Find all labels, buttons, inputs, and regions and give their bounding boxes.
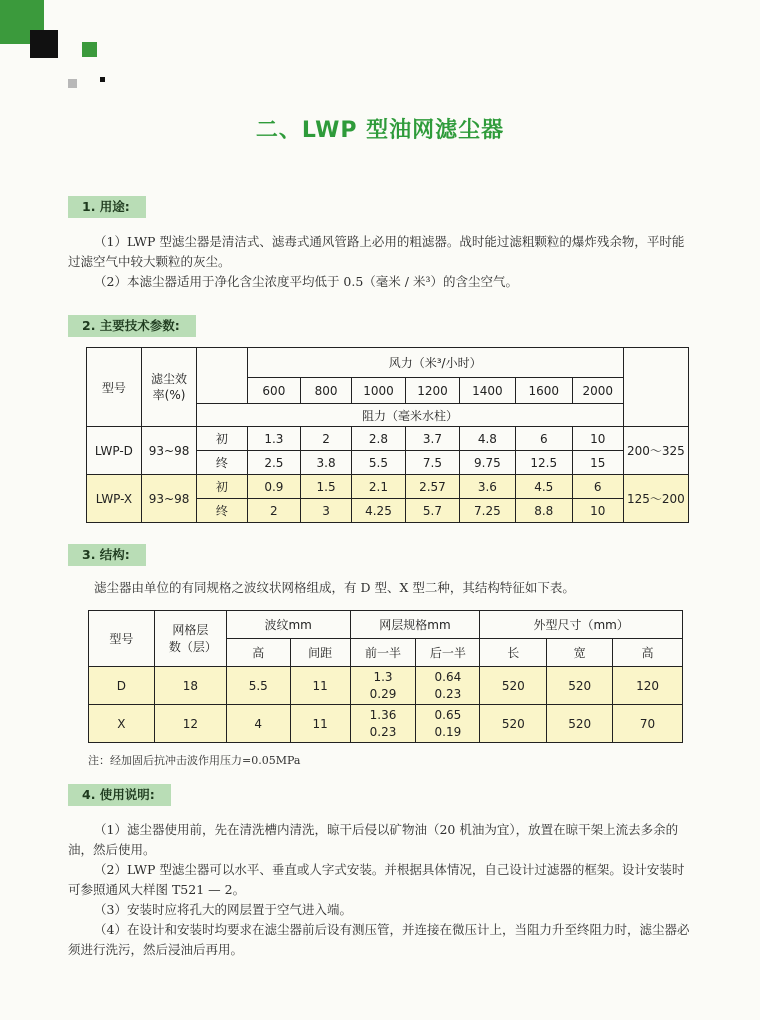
length-cell: 520 bbox=[480, 667, 547, 705]
height-cell: 70 bbox=[613, 705, 683, 743]
header-mesh-front: 前一半 bbox=[350, 639, 416, 667]
mesh-back-cell bbox=[416, 705, 480, 743]
mesh-value: 0.23 bbox=[369, 724, 397, 739]
range-cell: 125～200 bbox=[623, 475, 688, 523]
mesh-front-cell bbox=[350, 705, 416, 743]
header-wave-pitch: 间距 bbox=[290, 639, 350, 667]
decor-black-square bbox=[30, 30, 58, 58]
header-airflow: 风力（米³/小时） bbox=[247, 348, 623, 378]
layers-cell: 18 bbox=[154, 667, 226, 705]
params-table bbox=[86, 347, 689, 523]
structure-table bbox=[88, 610, 683, 743]
decor-small-black-square bbox=[100, 77, 105, 82]
instructions-text bbox=[68, 820, 696, 960]
mesh-value: 1.3 bbox=[373, 669, 393, 684]
resistance-value: 10 bbox=[572, 499, 623, 523]
header-efficiency: 滤尘效率(%) bbox=[141, 348, 196, 427]
model-cell: X bbox=[89, 705, 155, 743]
section-heading-instructions: 4. 使用说明: bbox=[68, 784, 171, 806]
wave-high-cell: 5.5 bbox=[226, 667, 290, 705]
width-cell: 520 bbox=[547, 667, 613, 705]
flow-value: 800 bbox=[301, 378, 352, 404]
mesh-value: 0.29 bbox=[369, 686, 397, 701]
model-cell: LWP-D bbox=[87, 427, 142, 475]
resistance-value: 2.8 bbox=[351, 427, 405, 451]
resistance-value: 9.75 bbox=[459, 451, 515, 475]
header-blank bbox=[197, 348, 247, 404]
header-mesh-back: 后一半 bbox=[416, 639, 480, 667]
section-heading-structure: 3. 结构: bbox=[68, 544, 146, 566]
flow-value: 1400 bbox=[459, 378, 515, 404]
decor-gray-square bbox=[68, 79, 77, 88]
mesh-value: 1.36 bbox=[369, 707, 397, 722]
flow-value: 1000 bbox=[351, 378, 405, 404]
stage-label: 初 bbox=[197, 427, 247, 451]
header-mesh: 网层规格mm bbox=[350, 611, 480, 639]
resistance-value: 8.8 bbox=[515, 499, 572, 523]
resistance-value: 3 bbox=[301, 499, 352, 523]
instruction-paragraph: （4）在设计和安装时均要求在滤尘器前后设有测压管，并连接在微压计上，当阻力升至终阻力时，滤尘器必须进行洗污，然后浸油后再用。 bbox=[68, 922, 690, 957]
structure-note: 注：经加固后抗冲击波作用压力=0.05MPa bbox=[88, 754, 301, 767]
section-heading-params: 2. 主要技术参数: bbox=[68, 315, 196, 337]
resistance-value: 2.57 bbox=[405, 475, 459, 499]
range-cell: 200～325 bbox=[623, 427, 688, 475]
resistance-value: 2 bbox=[247, 499, 301, 523]
header-model: 型号 bbox=[89, 611, 155, 667]
usage-paragraph: （2）本滤尘器适用于净化含尘浓度平均低于 0.5（毫米 / 米³）的含尘空气。 bbox=[94, 274, 518, 289]
stage-label: 初 bbox=[197, 475, 247, 499]
resistance-value: 4.5 bbox=[515, 475, 572, 499]
resistance-value: 7.5 bbox=[405, 451, 459, 475]
mesh-front-cell bbox=[350, 667, 416, 705]
resistance-value: 5.7 bbox=[405, 499, 459, 523]
flow-value: 1600 bbox=[515, 378, 572, 404]
structure-paragraph: 滤尘器由单位的有同规格之波纹状网格组成，有 D 型、X 型二种，其结构特征如下表。 bbox=[94, 580, 575, 595]
efficiency-cell: 93~98 bbox=[141, 427, 196, 475]
resistance-value: 3.8 bbox=[301, 451, 352, 475]
header-layers: 网格层数（层） bbox=[154, 611, 226, 667]
resistance-value: 3.7 bbox=[405, 427, 459, 451]
resistance-value: 2.1 bbox=[351, 475, 405, 499]
length-cell: 520 bbox=[480, 705, 547, 743]
resistance-value: 7.25 bbox=[459, 499, 515, 523]
structure-text bbox=[68, 578, 696, 598]
header-resistance: 阻力（毫米水柱） bbox=[197, 404, 624, 427]
flow-value: 2000 bbox=[572, 378, 623, 404]
resistance-value: 2.5 bbox=[247, 451, 301, 475]
decor-small-green-square bbox=[82, 42, 97, 57]
model-cell: LWP-X bbox=[87, 475, 142, 523]
resistance-value: 6 bbox=[515, 427, 572, 451]
wave-pitch-cell: 11 bbox=[290, 667, 350, 705]
page-title: 二、LWP 型油网滤尘器 bbox=[255, 118, 505, 143]
flow-value: 1200 bbox=[405, 378, 459, 404]
header-height: 高 bbox=[613, 639, 683, 667]
mesh-value: 0.65 bbox=[434, 707, 462, 722]
mesh-back-cell bbox=[416, 667, 480, 705]
resistance-value: 0.9 bbox=[247, 475, 301, 499]
resistance-value: 1.3 bbox=[247, 427, 301, 451]
usage-text bbox=[68, 232, 696, 292]
layers-cell: 12 bbox=[154, 705, 226, 743]
width-cell: 520 bbox=[547, 705, 613, 743]
resistance-value: 12.5 bbox=[515, 451, 572, 475]
height-cell: 120 bbox=[613, 667, 683, 705]
wave-high-cell: 4 bbox=[226, 705, 290, 743]
resistance-value: 15 bbox=[572, 451, 623, 475]
resistance-value: 4.8 bbox=[459, 427, 515, 451]
resistance-value: 3.6 bbox=[459, 475, 515, 499]
instruction-paragraph: （1）滤尘器使用前，先在清洗槽内清洗，晾干后侵以矿物油（20 机油为宜），放置在晾干架上流去多余的油，然后使用。 bbox=[68, 822, 679, 857]
usage-paragraph: （1）LWP 型滤尘器是清洁式、滤毒式通风管路上必用的粗滤器。战时能过滤粗颗粒的爆炸残余物，平时能过滤空气中较大颗粒的灰尘。 bbox=[68, 234, 685, 269]
header-wave-high: 高 bbox=[226, 639, 290, 667]
header-blank bbox=[623, 348, 688, 427]
header-length: 长 bbox=[480, 639, 547, 667]
instruction-paragraph: （2）LWP 型滤尘器可以水平、垂直或人字式安装。并根据具体情况，自己设计过滤器的框架。设计安装时可参照通风大样图 T521 — 2。 bbox=[68, 862, 685, 897]
resistance-value: 4.25 bbox=[351, 499, 405, 523]
stage-label: 终 bbox=[197, 499, 247, 523]
resistance-value: 6 bbox=[572, 475, 623, 499]
mesh-value: 0.19 bbox=[434, 724, 462, 739]
efficiency-cell: 93~98 bbox=[141, 475, 196, 523]
stage-label: 终 bbox=[197, 451, 247, 475]
header-model: 型号 bbox=[87, 348, 142, 427]
resistance-value: 10 bbox=[572, 427, 623, 451]
header-width: 宽 bbox=[547, 639, 613, 667]
header-dimensions: 外型尺寸（mm） bbox=[480, 611, 683, 639]
mesh-value: 0.23 bbox=[434, 686, 462, 701]
header-wave: 波纹mm bbox=[226, 611, 350, 639]
wave-pitch-cell: 11 bbox=[290, 705, 350, 743]
flow-value: 600 bbox=[247, 378, 301, 404]
resistance-value: 5.5 bbox=[351, 451, 405, 475]
model-cell: D bbox=[89, 667, 155, 705]
resistance-value: 1.5 bbox=[301, 475, 352, 499]
mesh-value: 0.64 bbox=[434, 669, 462, 684]
section-heading-usage: 1. 用途: bbox=[68, 196, 146, 218]
resistance-value: 2 bbox=[301, 427, 352, 451]
instruction-paragraph: （3）安装时应将孔大的网层置于空气进入端。 bbox=[94, 902, 352, 917]
